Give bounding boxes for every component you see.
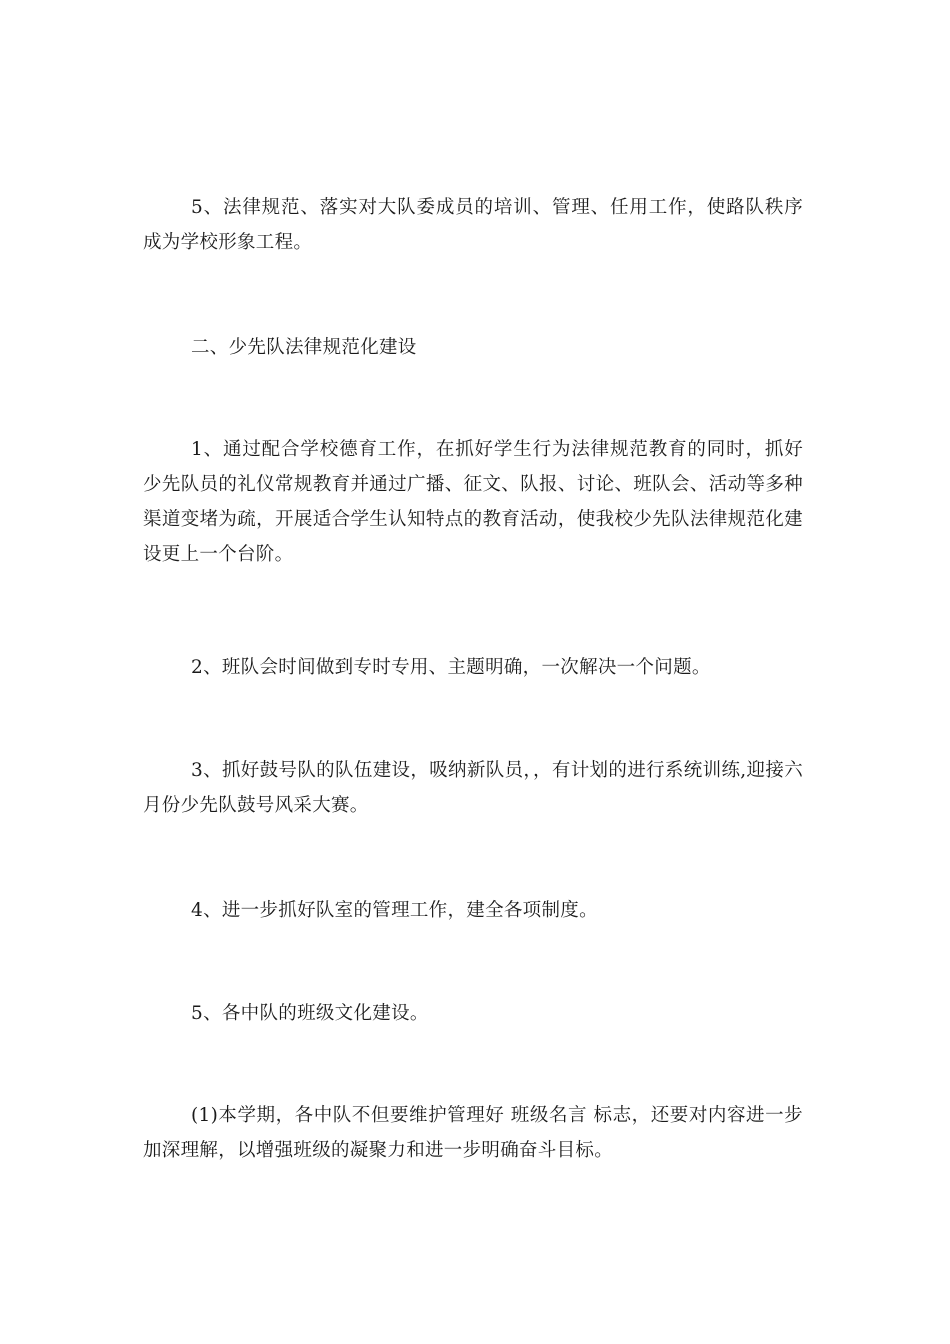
paragraph-item-5-class-culture: 5、各中队的班级文化建设。 xyxy=(191,1003,429,1024)
paragraph-item-4-team-room: 4、进一步抓好队室的管理工作，建全各项制度。 xyxy=(191,900,598,921)
paragraph-item-3-drum-team: 3、抓好鼓号队的队伍建设，吸纳新队员，，有计划的进行系统训练,迎接六月份少先队鼓号风采大赛。 xyxy=(143,760,803,816)
paragraph-item-1-moral-education: 1、通过配合学校德育工作，在抓好学生行为法律规范教育的同时，抓好少先队员的礼仪常规教育并通过广播、征文、队报、讨论、班队会、活动等多种渠道变堵为疏，开展适合学生认知特点的教育活动，使我校少先队法律规范化建设更上一个台阶。 xyxy=(143,439,803,565)
paragraph-item-5-route-order: 5、法律规范、落实对大队委成员的培训、管理、任用工作，使路队秩序成为学校形象工程。 xyxy=(143,197,803,253)
paragraph-item-2-class-meeting: 2、班队会时间做到专时专用、主题明确，一次解决一个问题。 xyxy=(191,657,711,678)
section-heading-2: 二、少先队法律规范化建设 xyxy=(191,337,417,358)
paragraph-subitem-1-class-motto: (1)本学期，各中队不但要维护管理好 班级名言 标志，还要对内容进一步加深理解，以增强班级的凝聚力和进一步明确奋斗目标。 xyxy=(143,1105,803,1161)
